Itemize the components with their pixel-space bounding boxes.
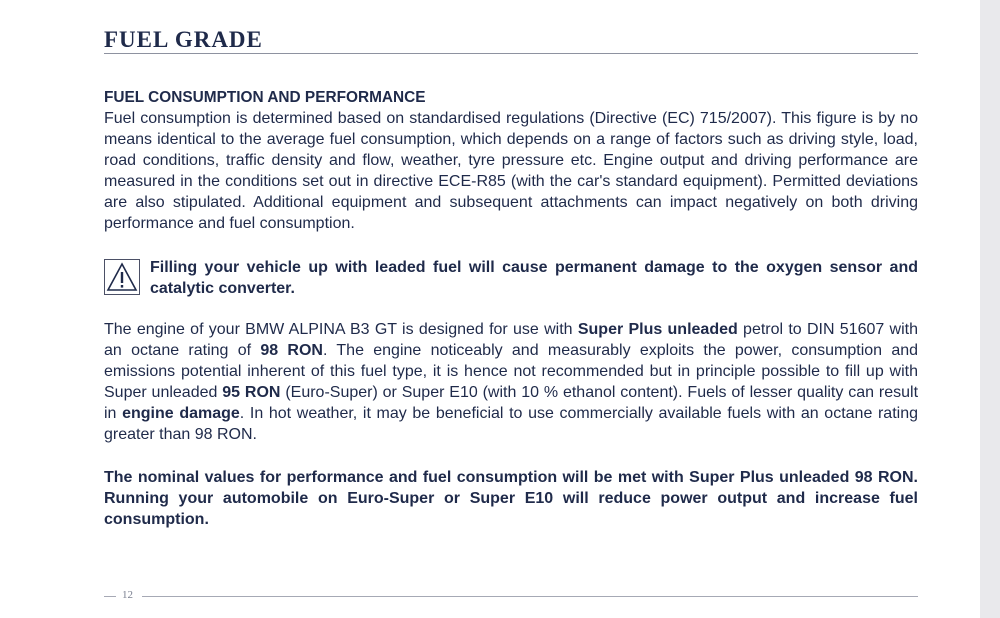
warning-notice — [104, 257, 918, 299]
paragraph-fuel-consumption: Fuel consumption is determined based on standardised regulations (Directive (EC) 715/2007). This figure is by no means identical to the average fuel consumption, which depends on a range of factors such as driving style, load, road conditions, traffic density and flow, weather, tyre pressure etc. Engine output and driving performance are measured in the conditions set out in directive ECE-R85 (with the car's standard equipment). Permitted deviations are also stipulated. Additional equipment and subsequent attachments can impact negatively on both driving performance and fuel consumption. — [104, 110, 918, 232]
warning-text: Filling your vehicle up with leaded fuel will cause permanent damage to the oxygen sensor and catalytic converter. — [150, 259, 918, 297]
section-heading: FUEL CONSUMPTION AND PERFORMANCE — [104, 89, 426, 106]
page-number: 12 — [122, 589, 133, 601]
paragraph-nominal-values: The nominal values for performance and fuel consumption will be met with Super Plus unleaded 98 RON. Running your automobile on Euro-Super or Super E10 will reduce power output and increase fuel consumption. — [104, 469, 918, 528]
footer-dash — [104, 596, 116, 597]
bold-98-ron: 98 RON — [260, 342, 323, 359]
bold-engine-damage: engine damage — [122, 405, 240, 422]
warning-triangle-icon — [104, 259, 140, 295]
title-divider — [104, 53, 918, 54]
page-title: FUEL GRADE — [104, 27, 263, 52]
footer-divider — [142, 596, 918, 597]
paragraph-engine-fuel: The engine of your BMW ALPINA B3 GT is designed for use with Super Plus unleaded petrol to DIN 51607 with an octane rating of 98 RON. The engine noticeably and measurably exploits the power, consumption and emissions potential inherent of this fuel type, it is hence not recommended but in principle possible to fill up with Super unleaded 95 RON (Euro-Super) or Super E10 (with 10 % ethanol content). Fuels of lesser quality can result in engine damage. In hot weather, it may be beneficial to use commercially available fuels with an octane rating greater than 98 RON. — [104, 321, 919, 443]
bold-95-ron: 95 RON — [222, 384, 281, 401]
bold-super-plus: Super Plus unleaded — [577, 321, 738, 338]
